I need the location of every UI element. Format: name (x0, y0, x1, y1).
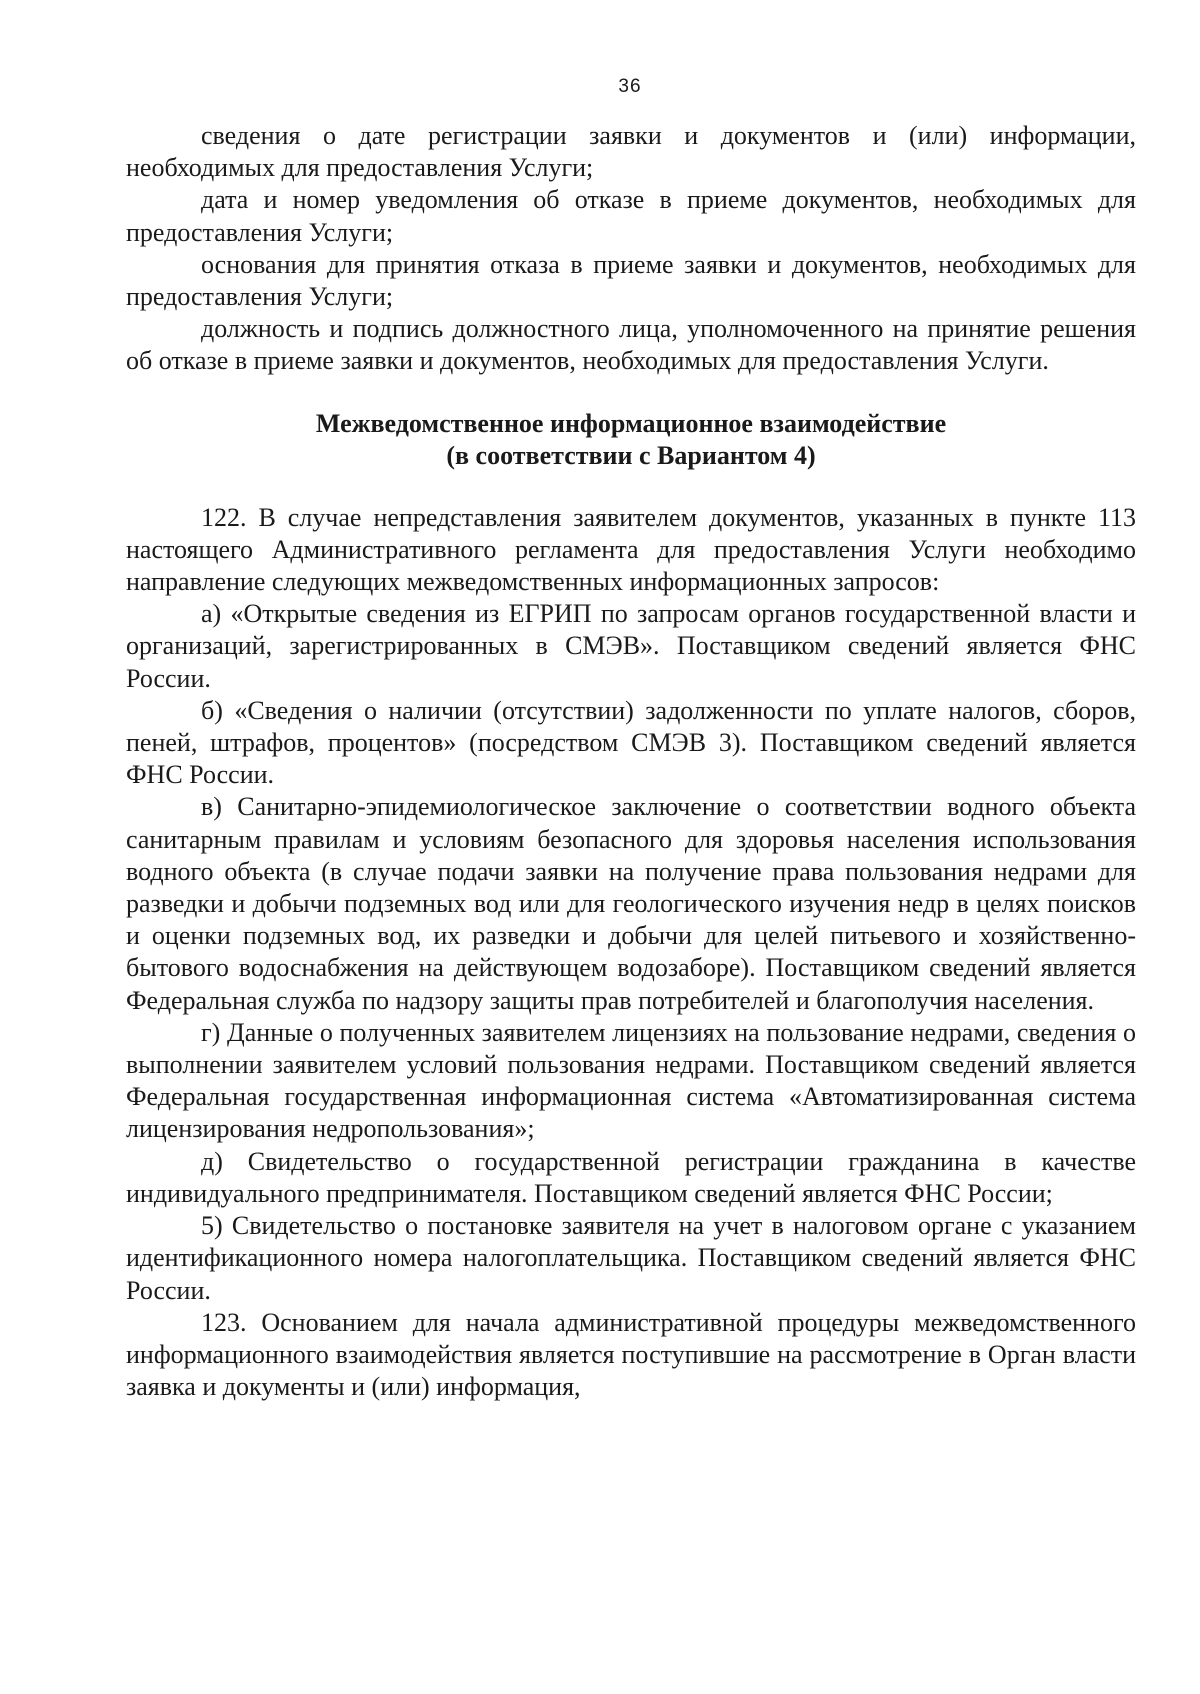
paragraph-notice-number: дата и номер уведомления об отказе в приеме документов, необходимых для предоставления Услуги; (126, 185, 1136, 247)
paragraph-123: 123. Основанием для начала административной процедуры межведомственного информационного взаимодействия является поступившие на рассмотрение в Орган власти заявка и документы и (или) информация, (126, 1307, 1136, 1402)
list-item-d: д) Свидетельство о государственной регистрации гражданина в качестве индивидуального предпринимателя. Поставщиком сведений является ФНС России; (126, 1146, 1136, 1208)
paragraph-registration-date: сведения о дате регистрации заявки и документов и (или) информации, необходимых для предоставления Услуги; (126, 121, 1136, 183)
list-item-v: в) Санитарно-эпидемиологическое заключение о соответствии водного объекта санитарным правилам и условиям безопасного для здоровья населения использования водного объекта (в случае подачи заявки на получение права пользования недрами для разведки и добычи подземных вод или для геологического изучения недр в целях поисков и оценки подземных вод, их разведки и добычи для целей питьевого и хозяйственно-бытового водоснабжения на действующем водозаборе). Поставщиком сведений является Федеральная служба по надзору защиты прав потребителей и благополучия населения. (126, 792, 1136, 1015)
section-heading-title: Межведомственное информационное взаимодействие (315, 408, 947, 438)
list-item-g: г) Данные о полученных заявителем лицензиях на пользование недрами, сведения о выполнении заявителем условий пользования недрами. Поставщиком сведений является Федеральная государственная информационная система «Автоматизированная система лицензирования недропользования»; (126, 1017, 1136, 1144)
list-item-a: а) «Открытые сведения из ЕГРИП по запросам органов государственной власти и организаций, зарегистрированных в СМЭВ». Поставщиком сведений является ФНС России. (126, 599, 1136, 693)
paragraph-122: 122. В случае непредставления заявителем документов, указанных в пункте 113 настоящего Административного регламента для предоставления Услуги необходимо направление следующих межведомственных информационных запросов: (126, 502, 1136, 597)
list-item-5: 5) Свидетельство о постановке заявителя на учет в налоговом органе с указанием идентификационного номера налогоплательщика. Поставщиком сведений является ФНС России. (126, 1211, 1136, 1305)
paragraph-official-signature: должность и подпись должностного лица, уполномоченного на принятие решения об отказе в приеме заявки и документов, необходимых для предоставления Услуги. (126, 314, 1136, 376)
list-item-b: б) «Сведения о наличии (отсутствии) задолженности по уплате налогов, сборов, пеней, штрафов, процентов» (посредством СМЭВ 3). Поставщиком сведений является ФНС России. (126, 695, 1136, 790)
section-heading (126, 408, 1136, 472)
paragraph-refusal-grounds: основания для принятия отказа в приеме заявки и документов, необходимых для предоставления Услуги; (126, 249, 1136, 312)
page-number: 36 (618, 76, 642, 97)
document-body (126, 120, 1136, 1403)
section-heading-subtitle: (в соответствии с Вариантом 4) (446, 440, 816, 470)
